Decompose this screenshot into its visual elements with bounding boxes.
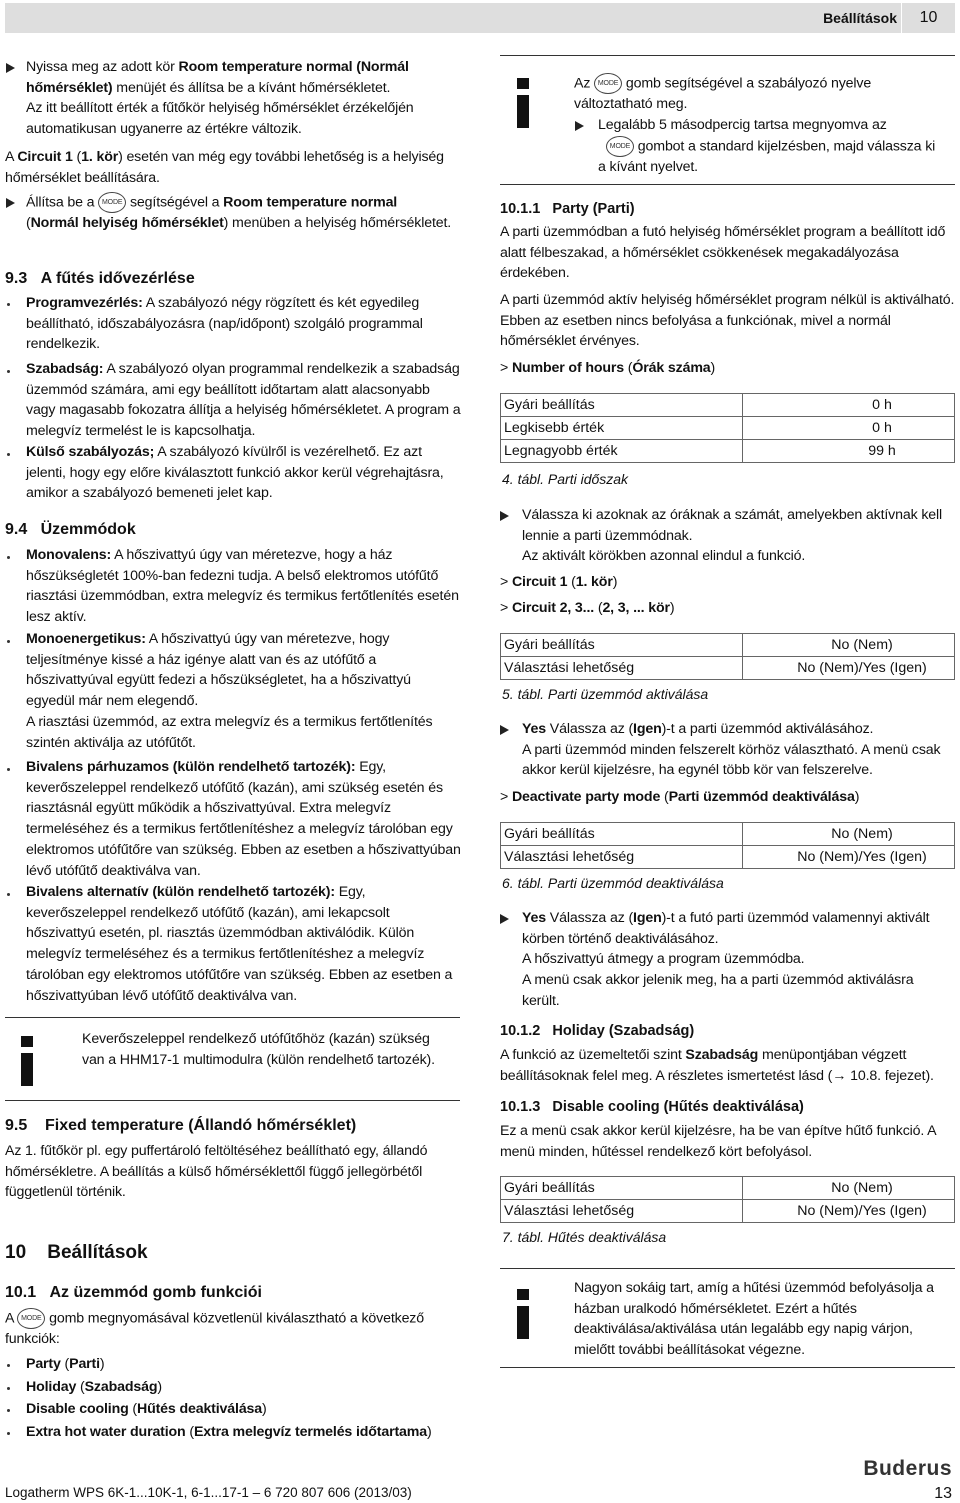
arrow-right-icon: →	[832, 1067, 847, 1084]
info-icon	[512, 78, 534, 128]
section-10-1-3-heading: 10.1.3 Disable cooling (Hűtés deaktiválása)	[500, 1099, 804, 1115]
footer-text: Logatherm WPS 6K-1...10K-1, 6-1...17-1 – 6 720 807 606 (2013/03)	[5, 1485, 412, 1500]
info-box-bottom-rule	[500, 1367, 955, 1368]
list-item: Extra hot water duration (Extra melegvíz termelés időtartama)	[26, 1424, 432, 1440]
mode-button-icon: MODE	[17, 1308, 45, 1329]
header-bar	[5, 3, 955, 33]
info-text: Az MODE gomb segítségével a szabályozó nyelve változtatható meg.	[574, 73, 944, 115]
info-text: Nagyon sokáig tart, amíg a hűtési üzemmód befolyásolja a házban uralkodó hőmérsékletet. Ezért a hűtés deaktiválása/aktiválása után legalább egy napig várjon, mielőtt további beállításokat végezne.	[574, 1280, 934, 1359]
info-text: Legalább 5 másodpercig tartsa megnyomva az MODE gombot a standard kijelzésben, majd válassza ki a kívánt nyelvet.	[598, 117, 936, 175]
info-box-bottom-rule	[5, 1100, 460, 1101]
bullet-icon	[7, 370, 10, 373]
arrow-icon	[500, 914, 509, 924]
bullet-icon	[7, 556, 10, 559]
arrow-icon	[6, 63, 15, 73]
table-row: Legnagyobb érték 99 h	[501, 440, 955, 463]
list-item: Holiday (Szabadság)	[26, 1379, 162, 1395]
list-item: Szabadság: A szabályozó olyan programmal rendelkezik a szabadság üzemmód számára, ami egy beállított időtartam alatt alacsonyabb vagy magasabb fokozatra állítja a helyiség hőmérsékletet. A program a melegvíz termelést le is kapcsolhatja.	[26, 361, 461, 440]
list-item: Monoenergetikus: A hőszivattyú úgy van méretezve, hogy teljesítménye kissé a ház igénye alatt van és az utófűtő a hőszivattyúval együtt fedezi a hőszükségletet, ha a hőszivattyú egyedül már nem elegendő. A riasztási üzemmód, az extra melegvíz és a termikus fertőtlenítés szintén aktiválja az utófűtőt.	[26, 631, 433, 751]
table-caption: 5. tábl. Parti üzemmód aktiválása	[502, 686, 709, 702]
table-row: Gyári beállítás No (Nem)	[501, 1177, 955, 1200]
paragraph-disable-cooling: Ez a menü csak akkor kerül kijelzésre, ha be van építve hűtő funkció. A menü minden, hűtéssel rendelkező kört befolyásol.	[500, 1123, 936, 1160]
paragraph-party-1: A parti üzemmódban a futó helyiség hőmérséklet program a beállított idő alatt félbeszakad, a hőmérséklet csökkenések megakadályozása érdekében.	[500, 224, 946, 282]
menu-path-hours: > Number of hours (Órák száma)	[500, 360, 716, 376]
table-row: Választási lehetőség No (Nem)/Yes (Igen)	[501, 1200, 955, 1223]
table-row: Gyári beállítás No (Nem)	[501, 634, 955, 657]
paragraph-holiday: A funkció az üzemeltetői szint Szabadság menüpontjában végzett beállításoknak felel meg. A részletes ismertetést lásd (→ 10.8. fejezet).	[500, 1047, 934, 1084]
page-number: 13	[934, 1485, 952, 1502]
table-row: Választási lehetőség No (Nem)/Yes (Igen)	[501, 657, 955, 680]
paragraph-set-mode: Állítsa be a MODE segítségével a Room temperature normal (Normál helyiség hőmérséklet) menüben a helyiség hőmérsékletet.	[26, 192, 466, 234]
table-party-activation	[500, 633, 955, 680]
info-icon	[16, 1036, 38, 1086]
table-row: Választási lehetőség No (Nem)/Yes (Igen)	[501, 846, 955, 869]
buderus-logo: Buderus	[863, 1457, 952, 1480]
arrow-icon	[6, 198, 15, 208]
paragraph-mode-button: A MODE gomb megnyomásával közvetlenül kiválasztható a következő funkciók:	[5, 1308, 460, 1350]
bullet-icon	[7, 1387, 10, 1390]
section-9-5-heading: 9.5 Fixed temperature (Állandó hőmérséklet)	[5, 1117, 357, 1134]
table-row: Gyári beállítás No (Nem)	[501, 823, 955, 846]
list-item: Bivalens párhuzamos (külön rendelhető tartozék): Egy, keverőszeleppel rendelkező utófűtő (kazán), ami szükség esetén és riasztásnál együtt működik a hőszivattyúval. Extra melegvíz termeléséhez és a termikus fertőtlenítéshez a melegvíz tárolóban egy elektromos utófűtőre van szükség. Ebben az esetben a hőszivattyúban lévő utófűtő deaktiválva van.	[26, 759, 461, 879]
paragraph-circuit1: A Circuit 1 (1. kör) esetén van még egy további lehetőség is a helyiség hőmérséklet beállítására.	[5, 149, 444, 186]
table-caption: 4. tábl. Parti időszak	[502, 471, 629, 487]
paragraph-fixed-temp: Az 1. fűtőkör pl. egy puffertároló feltöltéséhez beállítható egy, állandó hőmérsékletre. A beállítás a külső hőmérséklettől függő jellegörbétől függetlenül történik.	[5, 1143, 428, 1201]
bullet-icon	[7, 768, 10, 771]
list-item: Külső szabályozás; A szabályozó kívülről is vezérelhető. Ez azt jelenti, hogy egy előre kiválasztott funkció akkor kerül végrehajtásra, amikor a szabályozó bemeneti jelet kap.	[26, 444, 444, 502]
list-item: Programvezérlés: A szabályozó négy rögzített és két egyedileg beállítható, időszabályozásra (nap/időpont) szolgáló programmal rendelkezik.	[26, 295, 423, 353]
list-item: Disable cooling (Hűtés deaktiválása)	[26, 1401, 267, 1417]
bullet-icon	[7, 1432, 10, 1435]
table-disable-cooling	[500, 1176, 955, 1223]
arrow-icon	[575, 121, 584, 131]
section-9-3-heading: 9.3 A fűtés idővezérlése	[5, 270, 195, 287]
section-10-1-heading: 10.1 Az üzemmód gomb funkciói	[5, 1284, 262, 1301]
section-10-1-1-heading: 10.1.1 Party (Parti)	[500, 201, 635, 217]
bullet-icon	[7, 1364, 10, 1367]
mode-button-icon: MODE	[594, 73, 622, 94]
section-10-1-2-heading: 10.1.2 Holiday (Szabadság)	[500, 1023, 695, 1039]
table-row: Gyári beállítás 0 h	[501, 394, 955, 417]
mode-button-icon: MODE	[606, 136, 634, 157]
paragraph-room-temp: Nyissa meg az adott kör Room temperature normal (Normál hőmérséklet) menüjét és állítsa be a kívánt hőmérsékletet. Az itt beállított érték a fűtőkör helyiség hőmérséklet érzékelőjén automatikusan ugyanerre az értékre változik.	[26, 59, 414, 138]
table-caption: 6. tábl. Parti üzemmód deaktiválása	[502, 875, 724, 891]
mode-button-icon: MODE	[98, 192, 126, 213]
arrow-icon	[500, 511, 509, 521]
info-box-top-rule	[500, 55, 955, 56]
chapter-10-heading: 10 Beállítások	[5, 1242, 148, 1263]
paragraph-select-hours: Válassza ki azoknak az óráknak a számát, amelyekben aktívnak kell lennie a parti üzemmódnak. Az aktivált körökben azonnal elindul a funkció.	[522, 507, 943, 565]
header-section-title: Beállítások	[823, 10, 897, 26]
table-row: Legkisebb érték 0 h	[501, 417, 955, 440]
section-9-4-heading: 9.4 Üzemmódok	[5, 521, 136, 538]
info-icon	[512, 1289, 534, 1339]
table-caption: 7. tábl. Hűtés deaktiválása	[502, 1229, 667, 1245]
info-box-top-rule	[5, 1017, 460, 1018]
header-page-number: 10	[919, 9, 938, 26]
bullet-icon	[7, 303, 10, 306]
arrow-icon	[500, 725, 509, 735]
paragraph-yes-deactivate: Yes Válassza az (Igen)-t a futó parti üzemmód valamennyi aktivált körben történő deaktiválásához. A hőszivattyú átmegy a program üzemmódba. A menü csak akkor jelenik meg, ha a parti üzemmód aktiválásra került.	[522, 910, 930, 1009]
list-item: Monovalens: A hőszivattyú úgy van méretezve, hogy a ház hőszükségletét 100%-ban fedezni tudja. A belső elektromos utófűtő riasztási üzemmódban, extra melegvíz és termikus fertőtlenítés esetén lesz aktív.	[26, 547, 459, 626]
menu-path-circuit1: > Circuit 1 (1. kör)	[500, 574, 618, 590]
paragraph-yes-activate: Yes Válassza az (Igen)-t a parti üzemmód aktiválásához. A parti üzemmód minden felszerelt körhöz választható. A menü csak akkor kerül kijelzésre, ha egynél több kör van felszerelve.	[522, 721, 941, 779]
list-item: Party (Parti)	[26, 1356, 105, 1372]
info-box-bottom-rule	[500, 184, 955, 185]
list-item: Bivalens alternatív (külön rendelhető tartozék): Egy, keverőszeleppel rendelkező utófűtő (kazán), ami lekapcsolt hőszivattyú esetén, pl. riasztás üzemmódban aktiválódik. Külön melegvíz termeléséhez és a termikus fertőtlenítéshez a melegvíz tárolóban egy elektromos utófűtőre van szükség. Ebben az esetben a hőszivattyúban lévő utófűtő deaktiválva van.	[26, 884, 453, 1004]
info-text: Keverőszeleppel rendelkező utófűtőhöz (kazán) szükség van a HHM17-1 multimodulra (külön rendelhető tartozék).	[82, 1031, 435, 1068]
paragraph-party-2: A parti üzemmód aktív helyiség hőmérséklet program nélkül is aktiválható. Ebben az esetben nincs befolyása a funkciónak, mivel a normál hőmérséklet érvényes.	[500, 292, 955, 350]
bullet-icon	[7, 893, 10, 896]
table-party-hours	[500, 393, 955, 463]
menu-path-deactivate: > Deactivate party mode (Parti üzemmód deaktiválása)	[500, 789, 860, 805]
bullet-icon	[7, 453, 10, 456]
info-box-top-rule	[500, 1268, 955, 1269]
table-party-deactivation	[500, 822, 955, 869]
menu-path-circuit2: > Circuit 2, 3... (2, 3, ... kör)	[500, 600, 675, 616]
bullet-icon	[7, 1409, 10, 1412]
bullet-icon	[7, 640, 10, 643]
